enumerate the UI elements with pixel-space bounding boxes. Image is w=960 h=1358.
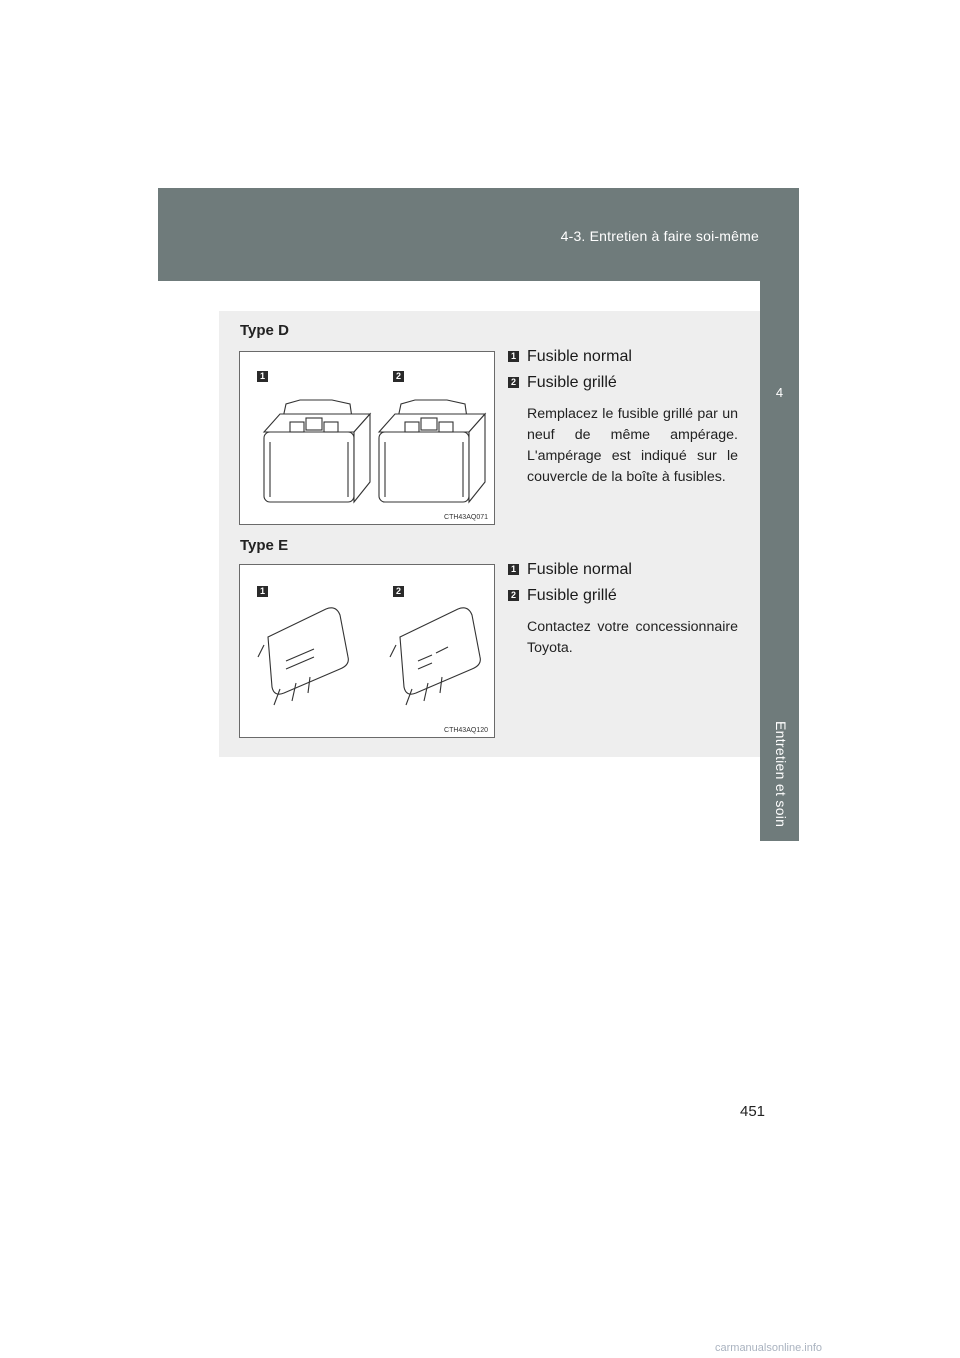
fuse-info-box xyxy=(219,311,760,757)
legend-item-fuse-blown xyxy=(508,372,738,398)
legend-item-fuse-blown xyxy=(508,585,738,611)
section-title: 4-3. Entretien à faire soi-même xyxy=(560,228,759,244)
fuse-box-illustration xyxy=(240,352,494,524)
chapter-side-tab xyxy=(760,281,799,841)
badge-fuse-normal: 1 xyxy=(257,371,268,382)
figure-code: CTH43AQ071 xyxy=(444,514,488,521)
legend-label: Fusible normal xyxy=(527,561,632,578)
badge-fuse-normal: 1 xyxy=(257,586,268,597)
type-e-figure xyxy=(239,564,495,738)
type-e-description: Contactez votre concessionnaire Toyota. xyxy=(527,619,738,656)
legend-label: Fusible grillé xyxy=(527,374,617,391)
watermark: carmanualsonline.info xyxy=(715,1342,823,1354)
page-number: 451 xyxy=(740,1103,766,1120)
badge-fuse-blown: 2 xyxy=(393,586,404,597)
fuse-illustration xyxy=(240,565,494,737)
legend-label: Fusible grillé xyxy=(527,587,617,604)
badge-fuse-blown: 2 xyxy=(393,371,404,382)
chapter-label: Entretien et soin xyxy=(773,721,789,828)
badge-1-icon: 1 xyxy=(508,564,519,575)
legend-label: Fusible normal xyxy=(527,348,632,365)
badge-1-icon: 1 xyxy=(508,351,519,362)
badge-2-icon: 2 xyxy=(508,377,519,388)
badge-2-icon: 2 xyxy=(508,590,519,601)
type-d-legend xyxy=(508,346,738,488)
type-d-heading: Type D xyxy=(240,322,289,339)
type-d-description: Remplacez le fusible grillé par un neuf de même ampérage. L'ampérage est indiqué sur le couvercle de la boîte à fusibles. xyxy=(527,406,738,485)
figure-code: CTH43AQ120 xyxy=(444,727,488,734)
section-header-bar xyxy=(158,188,799,281)
type-e-legend xyxy=(508,559,738,659)
legend-item-fuse-normal xyxy=(508,346,738,372)
chapter-number: 4 xyxy=(775,385,784,400)
legend-item-fuse-normal xyxy=(508,559,738,585)
type-d-figure xyxy=(239,351,495,525)
type-e-heading: Type E xyxy=(240,537,289,554)
